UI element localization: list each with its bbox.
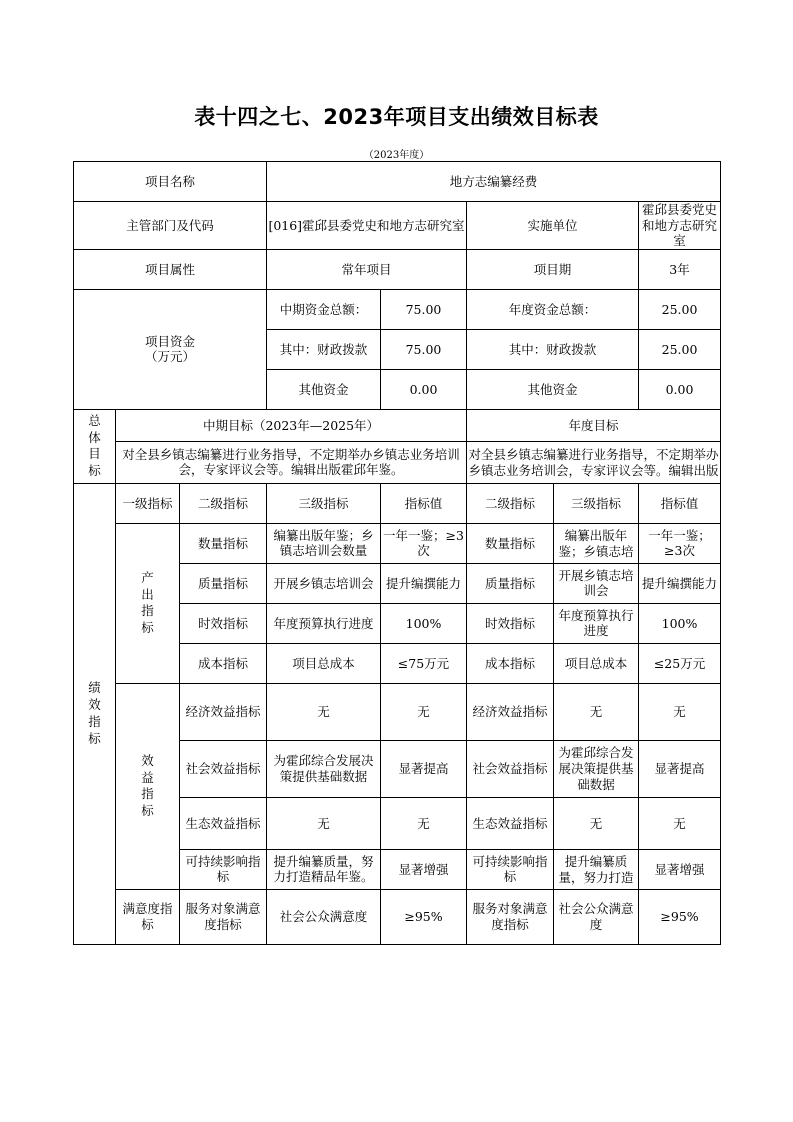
- row9-l2: 服务对象满意度指标: [180, 889, 267, 944]
- row3-mid-val: 100%: [381, 603, 467, 643]
- row3-year-l3: 年度预算执行进度: [554, 603, 639, 643]
- year-fiscal-label: 其中：财政拨款: [467, 329, 639, 369]
- mid-fiscal-label: 其中：财政拨款: [267, 329, 381, 369]
- row2-year-val: 提升编撰能力: [639, 563, 721, 603]
- row6-year-val: 显著提高: [639, 740, 721, 797]
- row5-year-val: 无: [639, 683, 721, 740]
- row7-mid-l3: 无: [267, 797, 381, 849]
- effect-indicator-label-text: 效益指标: [141, 752, 154, 819]
- row6-mid-l3: 为霍邱综合发展决策提供基础数据: [267, 740, 381, 797]
- indicators-label-text: 绩效指标: [88, 680, 101, 746]
- row7-year-l3: 无: [554, 797, 639, 849]
- row7-l2: 生态效益指标: [180, 797, 267, 849]
- year-fiscal-value: 25.00: [639, 329, 721, 369]
- year-note: （2023年度）: [363, 150, 430, 161]
- row7-year-l2: 生态效益指标: [467, 797, 554, 849]
- row4-l2: 成本指标: [180, 643, 267, 683]
- row9-mid-l3: 社会公众满意度: [267, 889, 381, 944]
- row5-year-l3: 无: [554, 683, 639, 740]
- hdr-year-level2: 二级指标: [467, 483, 554, 523]
- row1-l2: 数量指标: [180, 523, 267, 563]
- output-indicator-label: [116, 523, 180, 683]
- impl-unit-value: 霍邱县委党史和地方志研究室: [639, 202, 721, 250]
- row6-year-l3: 为霍邱综合发展决策提供基础数据: [554, 740, 639, 797]
- row5-year-l2: 经济效益指标: [467, 683, 554, 740]
- row2-year-l2: 质量指标: [467, 563, 554, 603]
- row8-mid-l3: 提升编纂质量，努力打造精品年鉴。: [267, 849, 381, 889]
- mid-goal-text-cell: [116, 441, 467, 483]
- row3-year-val: 100%: [639, 603, 721, 643]
- dept-label: 主管部门及代码: [74, 202, 267, 250]
- mid-other-value: 0.00: [381, 369, 467, 409]
- row4-mid-l3: 项目总成本: [267, 643, 381, 683]
- row1-year-l3-cell: [554, 523, 639, 563]
- project-attr-value: 常年项目: [267, 249, 467, 289]
- row5-mid-val: 无: [381, 683, 467, 740]
- overall-goal-label: [74, 409, 116, 483]
- row5-mid-l3: 无: [267, 683, 381, 740]
- row7-mid-val: 无: [381, 797, 467, 849]
- mid-total-label: 中期资金总额：: [267, 289, 381, 329]
- year-goal-text-cell: [467, 441, 721, 483]
- row8-year-l2: 可持续影响指标: [467, 849, 554, 889]
- mid-other-label: 其他资金: [267, 369, 381, 409]
- row9-year-l3: 社会公众满意度: [554, 889, 639, 944]
- funds-label: 项目资金 （万元）: [74, 289, 267, 409]
- row4-mid-val: ≤75万元: [381, 643, 467, 683]
- row1-year-val: 一年一鉴；≥3次: [639, 523, 721, 563]
- effect-indicator-label: [116, 683, 180, 889]
- mid-goal-text: 对全县乡镇志编纂进行业务指导，不定期举办乡镇志业务培训会，专家评议会等。编辑出版霍邱年鉴。: [122, 446, 460, 478]
- row3-l2: 时效指标: [180, 603, 267, 643]
- row3-year-l2: 时效指标: [467, 603, 554, 643]
- satisfaction-indicator-label: 满意度指标: [116, 889, 180, 944]
- year-other-label: 其他资金: [467, 369, 639, 409]
- year-goal-header: 年度目标: [467, 409, 721, 441]
- output-indicator-label-text: 产出指标: [141, 569, 154, 636]
- project-period-value: 3年: [639, 249, 721, 289]
- year-other-value: 0.00: [639, 369, 721, 409]
- mid-goal-header: 中期目标（2023年—2025年）: [116, 409, 467, 441]
- row7-year-val: 无: [639, 797, 721, 849]
- row2-year-l3: 开展乡镇志培训会: [554, 563, 639, 603]
- row1-year-l2: 数量指标: [467, 523, 554, 563]
- dept-value: [016]霍邱县委党史和地方志研究室: [267, 202, 467, 250]
- row6-mid-val: 显著提高: [381, 740, 467, 797]
- row5-l2: 经济效益指标: [180, 683, 267, 740]
- row6-year-l2: 社会效益指标: [467, 740, 554, 797]
- year-total-value: 25.00: [639, 289, 721, 329]
- year-goal-text: 对全县乡镇志编纂进行业务指导，不定期举办乡镇志业务培训会，专家评议会等。编辑出版: [468, 446, 719, 478]
- row8-year-val: 显著增强: [639, 849, 721, 889]
- project-name-value: 地方志编纂经费: [267, 162, 721, 202]
- row1-mid-l3: 编纂出版年鉴；乡镇志培训会数量: [267, 523, 381, 563]
- row1-year-l3: 编纂出版年鉴；乡镇志培: [558, 527, 634, 559]
- row8-year-l3-cell: [554, 849, 639, 889]
- row9-year-l2: 服务对象满意度指标: [467, 889, 554, 944]
- row8-mid-val: 显著增强: [381, 849, 467, 889]
- indicators-label: [74, 483, 116, 944]
- mid-total-value: 75.00: [381, 289, 467, 329]
- hdr-value: 指标值: [381, 483, 467, 523]
- hdr-level1: 一级指标: [116, 483, 180, 523]
- row8-year-l3: 提升编纂质量，努力打造: [558, 853, 634, 885]
- project-period-label: 项目期: [467, 249, 639, 289]
- row6-l2: 社会效益指标: [180, 740, 267, 797]
- hdr-level3: 三级指标: [267, 483, 381, 523]
- row9-mid-val: ≥95%: [381, 889, 467, 944]
- row9-year-val: ≥95%: [639, 889, 721, 944]
- page-title: 表十四之七、2023年项目支出绩效目标表: [194, 105, 599, 129]
- impl-unit-label: 实施单位: [467, 202, 639, 250]
- row2-mid-l3: 开展乡镇志培训会: [267, 563, 381, 603]
- overall-goal-label-text: 总体目标: [88, 412, 101, 479]
- year-total-label: 年度资金总额：: [467, 289, 639, 329]
- row4-year-l2: 成本指标: [467, 643, 554, 683]
- row8-l2: 可持续影响指标: [180, 849, 267, 889]
- row2-l2: 质量指标: [180, 563, 267, 603]
- row2-mid-val: 提升编撰能力: [381, 563, 467, 603]
- project-attr-label: 项目属性: [74, 249, 267, 289]
- hdr-level2: 二级指标: [180, 483, 267, 523]
- row4-year-l3: 项目总成本: [554, 643, 639, 683]
- row1-mid-val: 一年一鉴；≥3次: [381, 523, 467, 563]
- row3-mid-l3: 年度预算执行进度: [267, 603, 381, 643]
- row4-year-val: ≤25万元: [639, 643, 721, 683]
- performance-table: [73, 161, 721, 945]
- hdr-year-value: 指标值: [639, 483, 721, 523]
- mid-fiscal-value: 75.00: [381, 329, 467, 369]
- hdr-year-level3: 三级指标: [554, 483, 639, 523]
- project-name-label: 项目名称: [74, 162, 267, 202]
